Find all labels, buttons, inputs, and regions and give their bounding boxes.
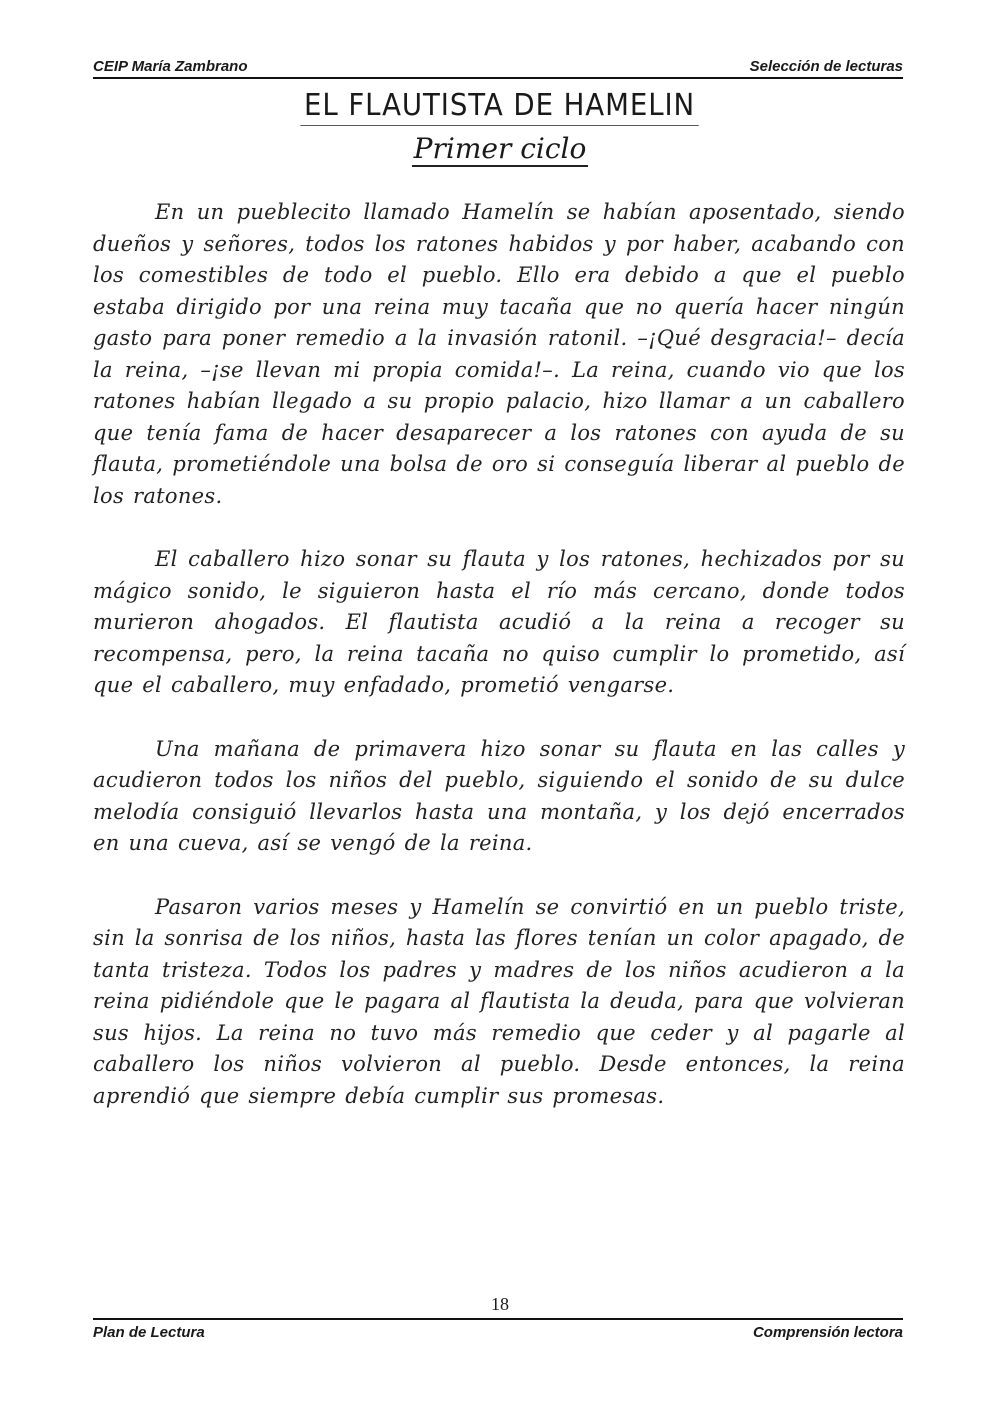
paragraph-3: Una mañana de primavera hizo sonar su flauta en las calles y acudieron todos los niños del pueblo, siguiendo el sonido de su dulce melodía consiguió llevarlos hasta una montaña, y los dejó encerrados en una cueva, así se vengó de la reina. — [93, 736, 905, 855]
page-footer — [93, 1318, 903, 1341]
footer-subject: Comprensión lectora — [752, 1324, 903, 1341]
header-school: CEIP María Zambrano — [93, 58, 248, 75]
title-block — [0, 88, 1000, 126]
page-number: 18 — [491, 1294, 509, 1314]
header-section: Selección de lecturas — [749, 58, 903, 75]
subtitle-block — [0, 134, 1000, 167]
footer-plan: Plan de Lectura — [93, 1324, 205, 1341]
story-title: EL FLAUTISTA DE HAMELIN — [301, 88, 699, 126]
paragraph-2: El caballero hizo sonar su flauta y los ratones, hechizados por su mágico sonido, le siguieron hasta el río más cercano, donde todos murieron ahogados. El flautista acudió a la reina a recoger su recompensa, pero, la reina tacaña no quiso cumplir lo prometido, así que el caballero, muy enfadado, prometió vengarse. — [93, 547, 905, 697]
story-subtitle: Primer ciclo — [413, 132, 587, 165]
paragraph-1: En un pueblecito llamado Hamelín se habían aposentado, siendo dueños y señores, todos los ratones habidos y por haber, acabando con los comestibles de todo el pueblo. Ello era debido a que el pueblo estaba dirigido por una reina muy tacaña que no quería hacer ningún gasto para poner remedio a la invasión ratonil. –¡Qué desgracia!– decía la reina, –¡se llevan mi propia comida!–. La reina, cuando vio que los ratones habían llegado a su propio palacio, hizo llamar a un caballero que tenía fama de hacer desaparecer a los ratones con ayuda de su flauta, prometiéndole una bolsa de oro si conseguía liberar al pueblo de los ratones. — [93, 200, 905, 508]
paragraph-4: Pasaron varios meses y Hamelín se convirtió en un pueblo triste, sin la sonrisa de los niños, hasta las flores tenían un color apagado, de tanta tristeza. Todos los padres y madres de los niños acudieron a la reina pidiéndole que le pagara al flautista la deuda, para que volvieran sus hijos. La reina no tuvo más remedio que ceder y al pagarle al caballero los niños volvieron al pueblo. Desde entonces, la reina aprendió que siempre debía cumplir sus promesas. — [93, 894, 905, 1108]
page-header — [93, 58, 903, 79]
story-body — [93, 197, 905, 1144]
